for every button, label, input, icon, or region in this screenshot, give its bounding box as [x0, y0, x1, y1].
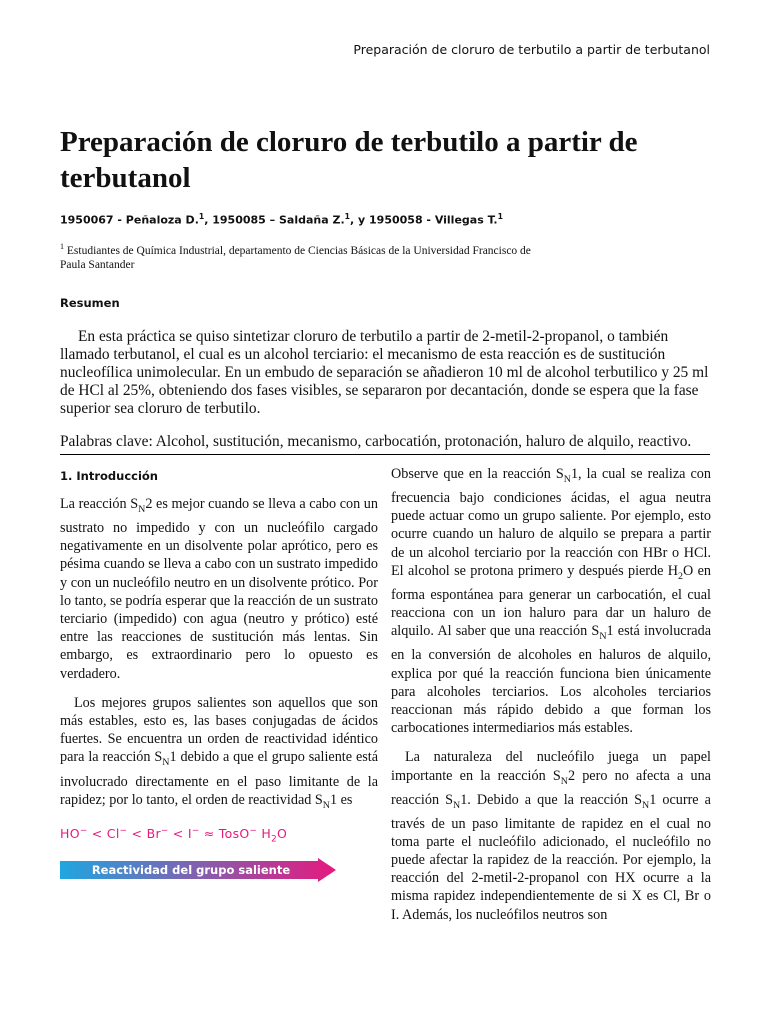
text-run: O en forma espontánea para generar un carbocatión, el cual reacciona con un ion haluro para dar un haluro de alquilo. Al saber que una reacción S — [391, 562, 711, 640]
text-run: 1 está involucrada en la conversión de alcoholes en haluros de alquilo, explica por qué la reacción funciona bien únicamente para alcoholes terciarios. Los alcoholes terciarios reaccionan más rápido debido a que forman los carbocationes intermediarios más estables. — [391, 623, 711, 737]
series-text: H — [257, 825, 272, 841]
charge: − — [160, 825, 169, 836]
paragraph — [60, 694, 378, 815]
text-run: Los mejores grupos salientes son aquellos que son más estables, esto es, las bases conjugadas de ácidos fuertes. Se encuentra un orden de reactividad idéntico para la reacción S — [60, 694, 378, 766]
text-run: 1. Debido a que la reacción S — [460, 791, 643, 808]
arrow-label: Reactividad del grupo saliente — [91, 863, 291, 878]
paragraph — [391, 748, 711, 923]
right-column — [391, 465, 711, 935]
text-run: Observe que en la reacción S — [391, 466, 564, 482]
affiliation-mark: 1 — [60, 242, 65, 251]
author-name: 1950085 – Saldaña Z. — [212, 213, 345, 227]
subscript: N — [560, 775, 568, 787]
abstract-text: En esta práctica se quiso sintetizar cloruro de terbutilo a partir de 2-metil-2-propanol, o también llamado terbutanol, el cual es un alcohol terciario: el mecanismo de esta reacción es de sustitución nucleofílica unimolecular. En un embudo de separación se añadieron 10 ml de alcohol terbutilico y 25 ml de HCl al 25%, obteniendo dos fases visibles, se separaron por decantación, donde se espera que la fase superior sea cloruro de terbutilo. — [60, 328, 709, 417]
series-text: < Br — [127, 825, 161, 841]
leaving-group-series — [60, 826, 378, 845]
text-run: 2 pero no afecta a una reacción S — [391, 767, 711, 808]
keywords: Palabras clave: Alcohol, sustitución, mecanismo, carbocatión, protonación, haluro de alquilo, reactivo. — [60, 433, 692, 450]
author-separator: , y — [350, 213, 370, 227]
author-name: 1950067 - Peñaloza D. — [60, 213, 199, 227]
charge: − — [79, 825, 88, 836]
author-separator: , — [204, 213, 213, 227]
series-text: < Cl — [87, 825, 120, 841]
author-name: 1950058 - Villegas T. — [369, 213, 498, 227]
subscript: N — [138, 503, 146, 515]
text-run: 1 debido a que el grupo saliente está involucrado directamente en el paso limitante de la rapidez; por lo tanto, el orden de reactividad S — [60, 749, 378, 808]
author-list — [60, 212, 503, 227]
keywords-divider — [60, 454, 710, 455]
abstract-heading: Resumen — [60, 296, 120, 310]
author-affil-mark: 1 — [198, 212, 205, 221]
text-run: La reacción S — [60, 496, 139, 512]
subscript: N — [162, 757, 170, 769]
left-column — [60, 465, 378, 882]
affiliation-text: Estudiantes de Química Industrial, departamento de Ciencias Básicas de la Universidad Francisco de Paula Santander — [60, 244, 531, 272]
paragraph — [60, 495, 378, 683]
section-heading: 1. Introducción — [60, 469, 158, 483]
text-run: 1 es — [329, 791, 353, 808]
text-run: 1, la cual se realiza con frecuencia bajo condiciones ácidas, el agua neutra puede actuar como un grupo saliente. Por ejemplo, esto ocurre cuando un haluro de alquilo se prepara a partir de un alcohol terciario por la reacción con HBr o HCl. El alcohol se protona primero y después pierde H — [391, 466, 711, 579]
paper-title: Preparación de cloruro de terbutilo a partir de terbutanol — [60, 126, 638, 194]
subscript: N — [599, 631, 607, 643]
charge: − — [119, 825, 128, 836]
charge: − — [249, 825, 258, 836]
charge: − — [191, 825, 200, 836]
subscript: N — [453, 799, 461, 811]
text-run: 1 ocurre a través de un paso limitante de rapidez en el cual no toma parte el nucleófilo adicionado, el nucleófilo no puede afectar la rapidez de la reacción. Por ejemplo, la reacción del 2-metil-2-propanol con HX ocurre a la misma rapidez independientemente de si X es Cl, Br o I. Además, los nucleófilos neutros son — [391, 791, 711, 923]
text-run: 2 es mejor cuando se lleva a cabo con un sustrato no impedido y con un nucleófilo cargado negativamente en un disolvente polar aprótico, pero es pésima cuando se lleva a cabo con un sustrato impedido y con un nucleófilo neutro en un disolvente prótico. Por lo tanto, se podría esperar que la reacción de un sustrato terciario (impedido) con agua (neutro y prótico) esté entre las reacciones de sustitución más lentas. Sin embargo, es extraordinario pero lo opuesto es verdadero. — [60, 496, 378, 682]
subscript: N — [563, 473, 571, 485]
subscript: 2 — [271, 834, 278, 845]
text-run: La naturaleza del nucleófilo juega un papel importante en la reacción S — [391, 749, 711, 784]
subscript: N — [642, 799, 650, 811]
running-header: Preparación de cloruro de terbutilo a partir de terbutanol — [353, 42, 710, 57]
paragraph — [391, 465, 711, 737]
series-text: HO — [60, 825, 80, 841]
subscript: N — [322, 799, 330, 811]
author-affil-mark: 1 — [344, 212, 350, 221]
series-text: ≈ TosO — [199, 825, 250, 841]
series-text: < I — [168, 825, 192, 841]
subscript: 2 — [678, 570, 683, 582]
reactivity-arrow — [60, 858, 336, 882]
affiliation — [60, 240, 540, 273]
series-text: O — [277, 825, 288, 841]
author-affil-mark: 1 — [497, 212, 503, 221]
